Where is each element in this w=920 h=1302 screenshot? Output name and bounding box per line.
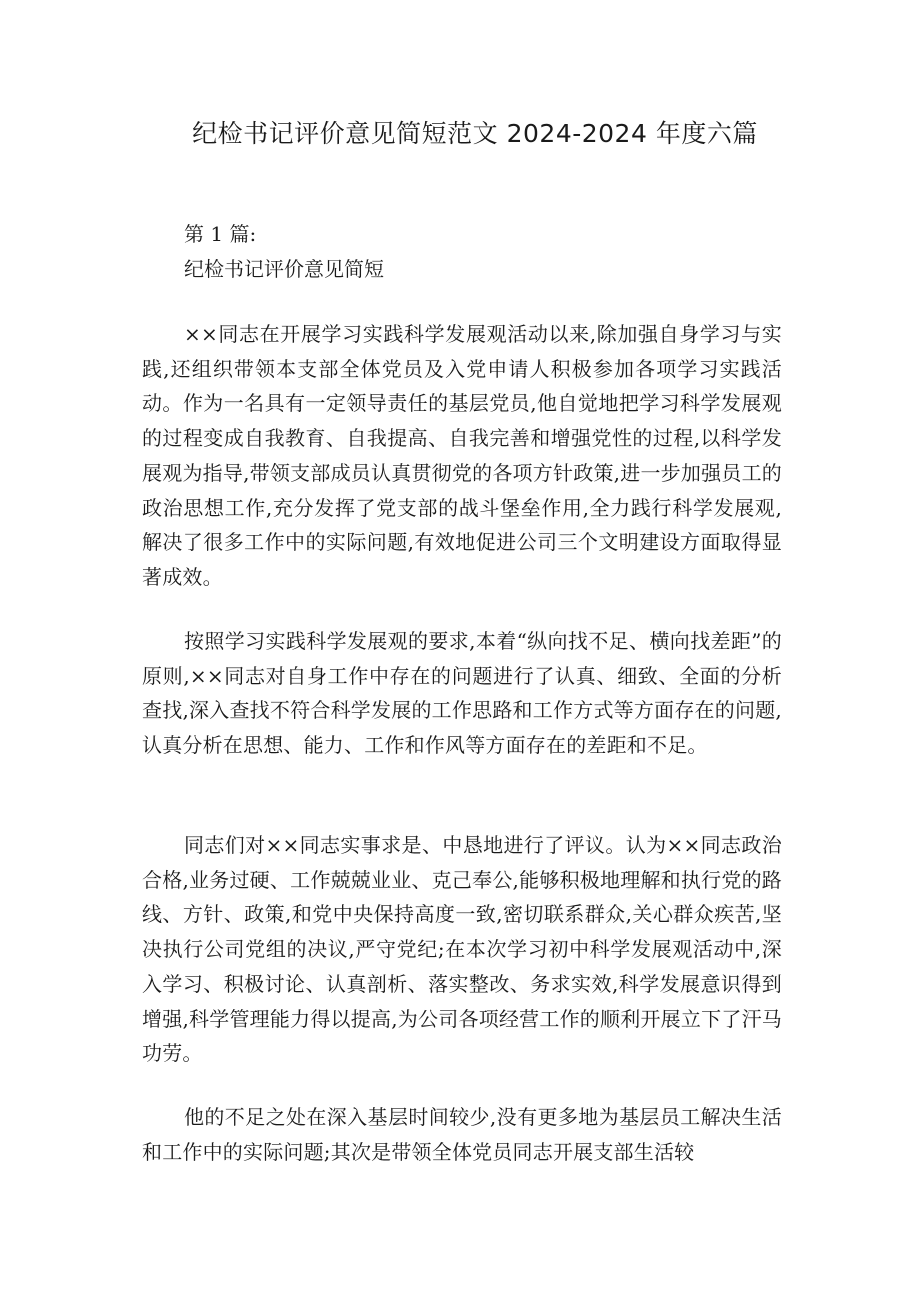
paragraph: 他的不足之处在深入基层时间较少,没有更多地为基层员工解决生活和工作中的实际问题;其次是带领全体党员同志开展支部生活较 [142,1105,782,1164]
paragraph: 按照学习实践科学发展观的要求,本着“纵向找不足、横向找差距”的原则,××同志对自身工作中存在的问题进行了认真、细致、全面的分析查找,深入查找不符合科学发展的工作思路和工作方式等方面存在的问题,认真分析在思想、能力、工作和作风等方面存在的差距和不足。 [142,629,782,758]
paragraph: 同志们对××同志实事求是、中恳地进行了评议。认为××同志政治合格,业务过硬、工作兢兢业业、克己奉公,能够积极地理解和执行党的路线、方针、政策,和党中央保持高度一致,密切联系群众,关心群众疾苦,坚决执行公司党组的决议,严守党纪;在本次学习初中科学发展观活动中,深入学习、积极讨论、认真剖析、落实整改、务求实效,科学发展意识得到增强,科学管理能力得以提高,为公司各项经营工作的顺利开展立下了汗马功劳。 [142,833,782,1066]
section-subtitle: 纪检书记评价意见简短 [184,257,384,281]
section-number: 第 1 篇: [184,222,257,246]
document-title: 纪检书记评价意见简短范文 2024-2024 年度六篇 [192,119,758,148]
paragraph: ××同志在开展学习实践科学发展观活动以来,除加强自身学习与实践,还组织带领本支部全体党员及入党申请人积极参加各项学习实践活动。作为一名具有一定领导责任的基层党员,他自觉地把学习科学发展观的过程变成自我教育、自我提高、自我完善和增强党性的过程,以科学发展观为指导,带领支部成员认真贯彻党的各项方针政策,进一步加强员工的政治思想工作,充分发挥了党支部的战斗堡垒作用,全力践行科学发展观,解决了很多工作中的实际问题,有效地促进公司三个文明建设方面取得显著成效。 [142,322,782,589]
